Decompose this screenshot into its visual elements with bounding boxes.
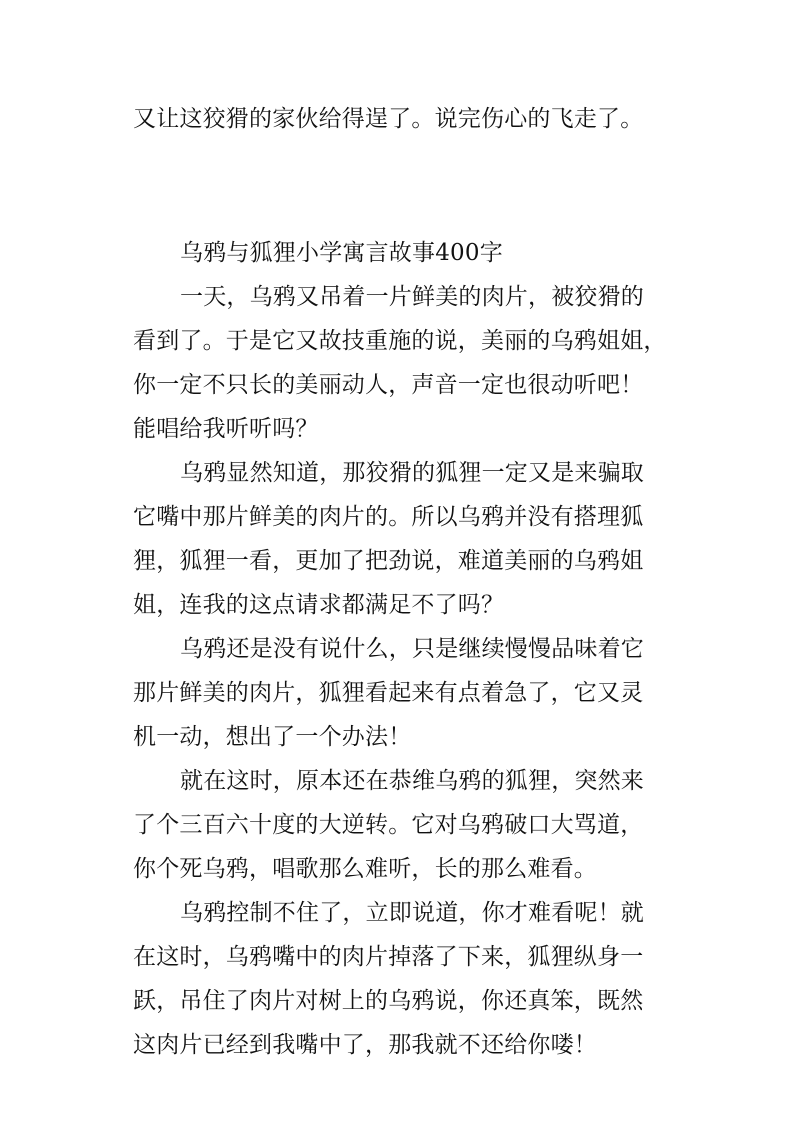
body-line: 这肉片已经到我嘴中了，那我就不还给你喽！ [133, 1032, 597, 1058]
body-line: 乌鸦控制不住了，立即说道，你才难看呢！就 [180, 900, 644, 926]
body-line: 了个三百六十度的大逆转。它对乌鸦破口大骂道， [133, 812, 644, 838]
body-line: 乌鸦还是没有说什么，只是继续慢慢品味着它 [180, 636, 644, 662]
body-line: 看到了。于是它又故技重施的说，美丽的乌鸦姐姐， [133, 328, 667, 354]
body-line: 又让这狡猾的家伙给得逞了。说完伤心的飞走了。 [133, 106, 644, 132]
body-line: 能唱给我听听吗？ [133, 416, 319, 442]
body-line: 姐，连我的这点请求都满足不了吗？ [133, 592, 505, 618]
body-line: 乌鸦显然知道，那狡猾的狐狸一定又是来骗取 [180, 460, 644, 486]
body-line: 它嘴中那片鲜美的肉片的。所以乌鸦并没有搭理狐 [133, 504, 644, 530]
body-line: 你一定不只长的美丽动人，声音一定也很动听吧！ [133, 372, 644, 398]
article-title: 乌鸦与狐狸小学寓言故事400字 [180, 240, 503, 266]
body-line: 你个死乌鸦，唱歌那么难听，长的那么难看。 [133, 856, 597, 882]
body-line: 机一动，想出了一个办法！ [133, 724, 412, 750]
body-line: 跃，吊住了肉片对树上的乌鸦说，你还真笨，既然 [133, 988, 644, 1014]
body-line: 一天，乌鸦又吊着一片鲜美的肉片，被狡猾的 [180, 284, 644, 310]
body-line: 狸，狐狸一看，更加了把劲说，难道美丽的乌鸦姐 [133, 548, 644, 574]
body-line: 在这时，乌鸦嘴中的肉片掉落了下来，狐狸纵身一 [133, 944, 644, 970]
body-line: 就在这时，原本还在恭维乌鸦的狐狸，突然来 [180, 768, 644, 794]
body-line: 那片鲜美的肉片，狐狸看起来有点着急了，它又灵 [133, 680, 644, 706]
